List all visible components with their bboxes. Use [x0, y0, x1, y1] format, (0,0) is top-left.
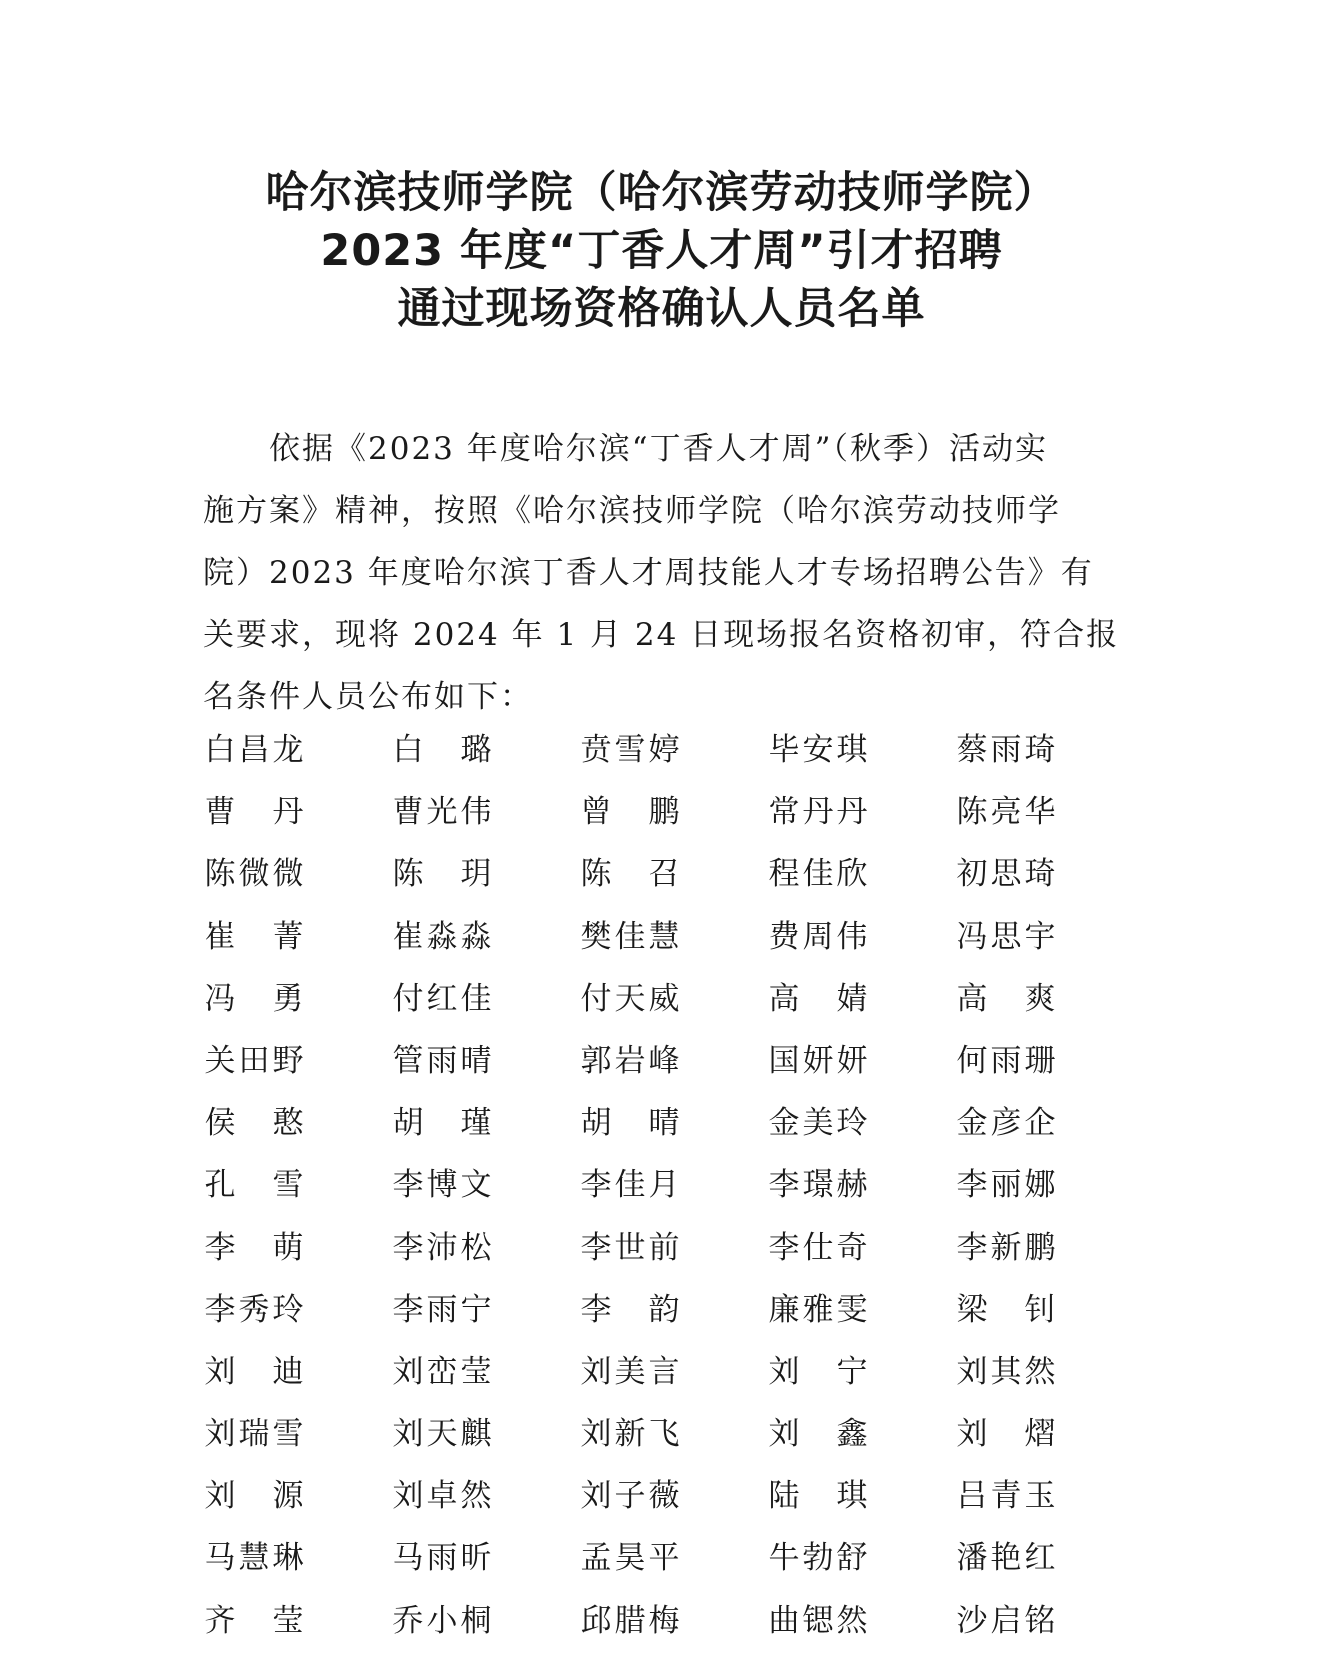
- name-row: [203, 979, 1143, 1041]
- person-name: 白 璐: [392, 732, 492, 768]
- person-name: 刘 卓 然: [392, 1478, 492, 1515]
- title-line-2: 2023 年度“丁香人才周”引才招聘: [320, 226, 1003, 276]
- person-name: 管 雨 晴: [392, 1042, 492, 1079]
- intro-paragraph: [203, 418, 1128, 728]
- person-name: 国 妍 妍: [768, 1042, 868, 1079]
- document-title: [0, 164, 1323, 338]
- person-name: 胡 瑾: [392, 1105, 492, 1142]
- name-row: [203, 917, 1143, 979]
- person-name: 马 雨 昕: [392, 1540, 492, 1577]
- person-name: 胡 晴: [580, 1105, 680, 1142]
- person-name: 陈 召: [580, 856, 680, 893]
- person-name: 孔 雪: [204, 1167, 304, 1204]
- person-name: 樊 佳 慧: [580, 918, 680, 955]
- name-row: [203, 730, 1143, 792]
- person-name: 李 丽 娜: [956, 1167, 1056, 1204]
- person-name: 孟 昊 平: [580, 1540, 680, 1577]
- person-name: 陈 亮 华: [956, 794, 1056, 831]
- person-name: 付 天 威: [580, 980, 680, 1017]
- name-row: [203, 1538, 1143, 1600]
- paragraph-line: 关要求，现将 2024 年 1 月 24 日现场报名资格初审，符合报: [203, 617, 1120, 653]
- title-line-1: 哈尔滨技师学院（哈尔滨劳动技师学院）: [265, 168, 1058, 218]
- person-name: 冯 勇: [204, 980, 304, 1017]
- person-name: 白 昌 龙: [204, 732, 304, 768]
- person-name: 李 新 鹏: [956, 1229, 1056, 1266]
- person-name: 关 田 野: [204, 1042, 304, 1079]
- person-name: 刘 峦 莹: [392, 1353, 492, 1390]
- names-list: [203, 730, 1143, 1663]
- person-name: 高 婧: [768, 980, 868, 1017]
- person-name: 初 思 琦: [956, 856, 1056, 893]
- paragraph-line: 依据《2023 年度哈尔滨“丁香人才周”（秋季）活动实: [269, 431, 1048, 467]
- person-name: 金 彦 企: [956, 1105, 1056, 1142]
- person-name: 邱 腊 梅: [580, 1602, 680, 1639]
- person-name: 刘 鑫: [768, 1416, 868, 1453]
- person-name: 吕 青 玉: [956, 1478, 1056, 1515]
- paragraph-line: 施方案》精神，按照《哈尔滨技师学院（哈尔滨劳动技师学: [203, 493, 1061, 529]
- person-name: 费 周 伟: [768, 918, 868, 955]
- person-name: 蔡 雨 琦: [956, 732, 1056, 768]
- person-name: 乔 小 桐: [392, 1602, 492, 1639]
- person-name: 曹 丹: [204, 794, 304, 831]
- person-name: 李 韵: [580, 1291, 680, 1328]
- name-row: [203, 1290, 1143, 1352]
- name-row: [203, 1165, 1143, 1227]
- person-name: 陆 琪: [768, 1478, 868, 1515]
- name-row: [203, 792, 1143, 854]
- person-name: 沙 启 铭: [956, 1602, 1056, 1639]
- person-name: 李 秀 玲: [204, 1291, 304, 1328]
- person-name: 程 佳 欣: [768, 856, 868, 893]
- person-name: 刘 美 言: [580, 1353, 680, 1390]
- person-name: 曾 鹏: [580, 794, 680, 831]
- name-row: [203, 1352, 1143, 1414]
- person-name: 陈 玥: [392, 856, 492, 893]
- person-name: 崔 淼 淼: [392, 918, 492, 955]
- person-name: 李 仕 奇: [768, 1229, 868, 1266]
- person-name: 曲 锶 然: [768, 1602, 868, 1639]
- name-row: [203, 854, 1143, 916]
- name-row: [203, 1414, 1143, 1476]
- person-name: 潘 艳 红: [956, 1540, 1056, 1577]
- person-name: 常 丹 丹: [768, 794, 868, 831]
- person-name: 马 慧 琳: [204, 1540, 304, 1577]
- person-name: 李 璟 赫: [768, 1167, 868, 1204]
- person-name: 李 萌: [204, 1229, 304, 1266]
- paragraph-line: 院）2023 年度哈尔滨丁香人才周技能人才专场招聘公告》有: [203, 555, 1094, 591]
- person-name: 刘 子 薇: [580, 1478, 680, 1515]
- person-name: 李 世 前: [580, 1229, 680, 1266]
- person-name: 刘 新 飞: [580, 1416, 680, 1453]
- person-name: 郭 岩 峰: [580, 1042, 680, 1079]
- name-row: [203, 1476, 1143, 1538]
- person-name: 刘 瑞 雪: [204, 1416, 304, 1453]
- person-name: 曹 光 伟: [392, 794, 492, 831]
- person-name: 刘 熠: [956, 1416, 1056, 1453]
- name-row: [203, 1228, 1143, 1290]
- paragraph-line: 名条件人员公布如下：: [203, 679, 533, 715]
- person-name: 李 沛 松: [392, 1229, 492, 1266]
- person-name: 廉 雅 雯: [768, 1291, 868, 1328]
- person-name: 冯 思 宇: [956, 918, 1056, 955]
- person-name: 刘 宁: [768, 1353, 868, 1390]
- person-name: 刘 天 麒: [392, 1416, 492, 1453]
- person-name: 侯 憨: [204, 1105, 304, 1142]
- person-name: 金 美 玲: [768, 1105, 868, 1142]
- person-name: 崔 菁: [204, 918, 304, 955]
- person-name: 梁 钊: [956, 1291, 1056, 1328]
- person-name: 刘 迪: [204, 1353, 304, 1390]
- person-name: 牛 勃 舒: [768, 1540, 868, 1577]
- person-name: 李 雨 宁: [392, 1291, 492, 1328]
- person-name: 刘 源: [204, 1478, 304, 1515]
- person-name: 贲 雪 婷: [580, 732, 680, 768]
- person-name: 李 博 文: [392, 1167, 492, 1204]
- person-name: 毕 安 琪: [768, 732, 868, 768]
- person-name: 付 红 佳: [392, 980, 492, 1017]
- person-name: 李 佳 月: [580, 1167, 680, 1204]
- person-name: 高 爽: [956, 980, 1056, 1017]
- person-name: 刘 其 然: [956, 1353, 1056, 1390]
- person-name: 陈 微 微: [204, 856, 304, 893]
- name-row: [203, 1103, 1143, 1165]
- name-row: [203, 1041, 1143, 1103]
- person-name: 齐 莹: [204, 1602, 304, 1639]
- person-name: 何 雨 珊: [956, 1042, 1056, 1079]
- name-row: [203, 1601, 1143, 1663]
- title-line-3: 通过现场资格确认人员名单: [397, 284, 926, 334]
